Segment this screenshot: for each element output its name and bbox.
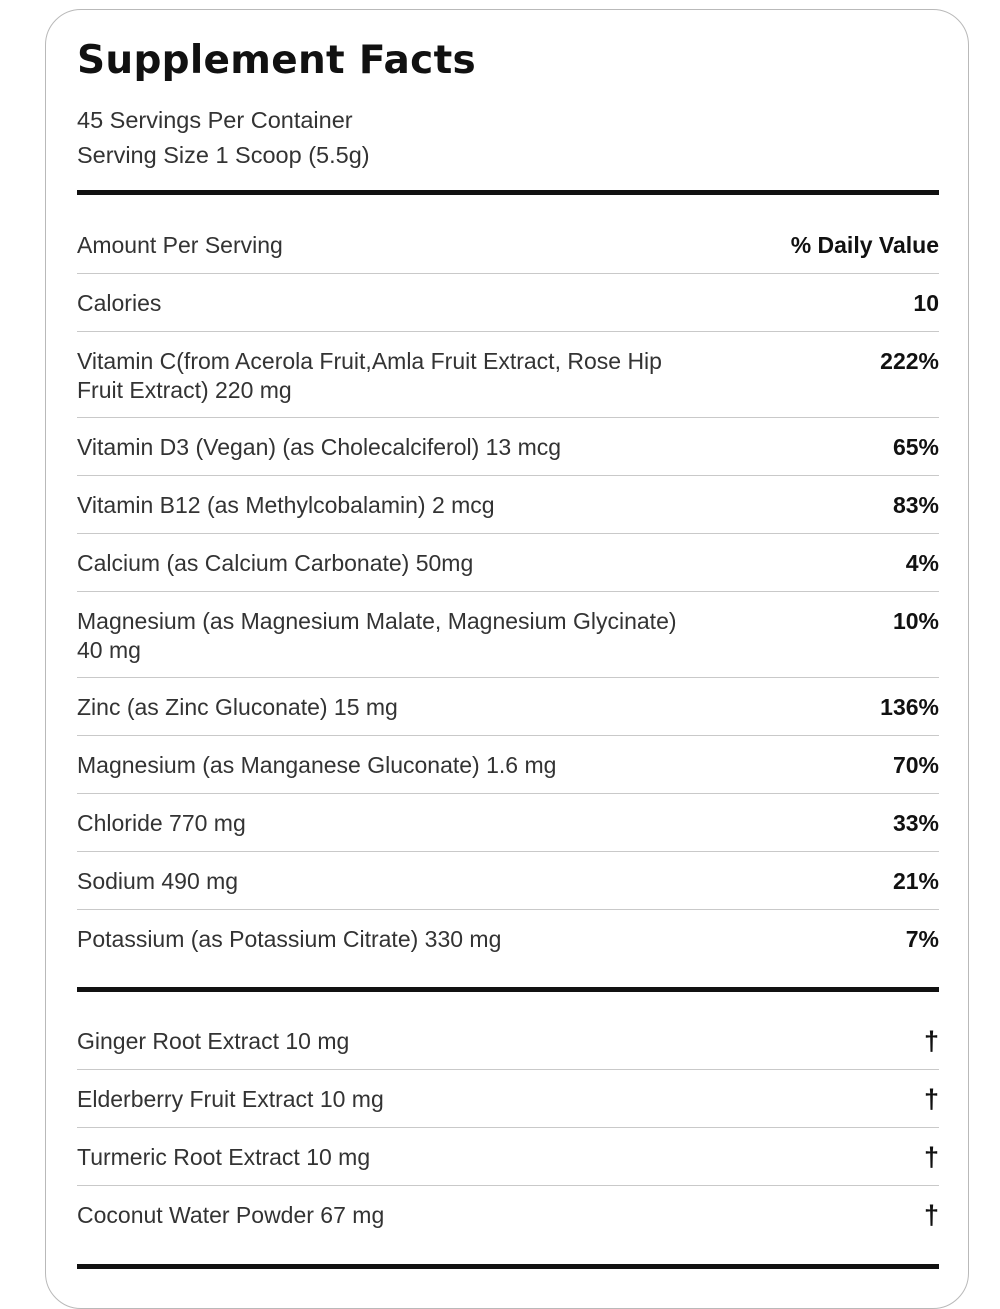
row-divider (77, 273, 939, 274)
row-divider (77, 533, 939, 534)
thick-divider-top (77, 190, 939, 195)
row-divider (77, 1069, 939, 1070)
dagger-symbol: † (923, 1084, 939, 1114)
nutrient-name: Chloride 770 mg (77, 810, 246, 836)
nutrient-name: Magnesium (as Magnesium Malate, Magnesium Glycinate) 40 mg (77, 608, 677, 663)
nutrient-daily-value: 7% (905, 926, 939, 952)
nutrient-name: Magnesium (as Manganese Gluconate) 1.6 mg (77, 752, 557, 778)
nutrient-name: Vitamin C(from Acerola Fruit,Amla Fruit Extract, Rose Hip Fruit Extract) 220 mg (77, 348, 662, 403)
nutrient-daily-value: 4% (905, 550, 939, 576)
ingredient-name: Elderberry Fruit Extract 10 mg (77, 1086, 384, 1112)
nutrient-name: Vitamin D3 (Vegan) (as Cholecalciferol) 13 mcg (77, 434, 562, 460)
servings-per-container: 45 Servings Per Container (77, 107, 353, 133)
nutrient-name: Zinc (as Zinc Gluconate) 15 mg (77, 694, 398, 720)
nutrient-daily-value: 21% (892, 868, 939, 894)
row-divider (77, 793, 939, 794)
row-divider (77, 735, 939, 736)
nutrient-daily-value: 136% (880, 694, 939, 720)
nutrient-daily-value: 222% (880, 348, 939, 374)
ingredient-name: Turmeric Root Extract 10 mg (77, 1144, 371, 1170)
row-divider (77, 851, 939, 852)
row-divider (77, 1127, 939, 1128)
thick-divider-bottom (77, 1264, 939, 1269)
nutrient-daily-value: 10% (892, 608, 939, 634)
daily-value-header: % Daily Value (790, 232, 939, 258)
dagger-symbol: † (923, 1142, 939, 1172)
row-divider (77, 677, 939, 678)
ingredient-name: Ginger Root Extract 10 mg (77, 1028, 350, 1054)
nutrient-daily-value: 33% (892, 810, 939, 836)
row-divider (77, 591, 939, 592)
dagger-symbol: † (923, 1026, 939, 1056)
row-divider (77, 475, 939, 476)
row-divider (77, 331, 939, 332)
nutrient-daily-value: 70% (892, 752, 939, 778)
row-divider (77, 909, 939, 910)
dagger-symbol: † (923, 1200, 939, 1230)
serving-size: Serving Size 1 Scoop (5.5g) (77, 142, 370, 168)
nutrient-daily-value: 65% (892, 434, 939, 460)
nutrient-name: Potassium (as Potassium Citrate) 330 mg (77, 926, 502, 952)
nutrient-name: Calories (77, 290, 162, 316)
nutrient-name: Calcium (as Calcium Carbonate) 50mg (77, 550, 474, 576)
ingredient-name: Coconut Water Powder 67 mg (77, 1202, 385, 1228)
nutrient-daily-value: 83% (892, 492, 939, 518)
nutrient-daily-value: 10 (913, 290, 939, 316)
nutrient-name: Sodium 490 mg (77, 868, 239, 894)
row-divider (77, 417, 939, 418)
nutrient-name: Vitamin B12 (as Methylcobalamin) 2 mcg (77, 492, 495, 518)
label-title: Supplement Facts (77, 38, 477, 83)
row-divider (77, 1185, 939, 1186)
thick-divider-middle (77, 987, 939, 992)
amount-per-serving-label: Amount Per Serving (77, 232, 283, 258)
